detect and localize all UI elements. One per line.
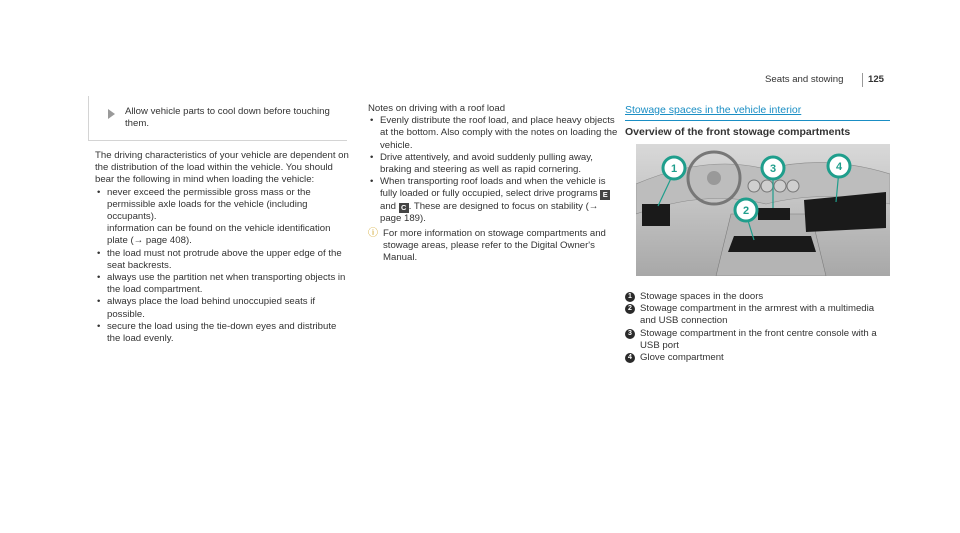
bullet-icon: • [97,320,101,332]
subtitle: Overview of the front stowage compartments [625,126,851,138]
legend-number: 2 [625,304,635,314]
callout-4-label: 4 [835,161,843,173]
list-item: • When transporting roof loads and when the vehicle is fully loaded or fully occupied, select drive programs E and C . These are designed to focus on stability (→ page 189). [368,176,620,225]
tip-text: Allow vehicle parts to cool down before touching them. [125,106,330,130]
list-item: • the load must not protrude above the upper edge of the seat backrests. [97,247,342,271]
legend-number: 1 [625,292,635,302]
bullet-icon: • [97,296,101,308]
intro-paragraph: The driving characteristics of your vehicle are dependent on the distribution of the load within the vehicle. You should bear the following in mind when loading the vehicle: [95,150,349,186]
tip-box [88,96,347,141]
list-item: • always use the partition net when transporting objects in the load compartment. [97,272,346,296]
column-2 [368,103,620,265]
drive-program-e-key: E [600,190,610,200]
bullet-icon: • [97,272,101,284]
legend-number: 4 [625,353,635,363]
page-number: 125 [868,74,885,85]
list-item: • always place the load behind unoccupied seats if possible. [97,296,316,320]
section-name: Seats and stowing [765,74,844,85]
info-icon: ⓘ [368,228,378,240]
bullet-icon: • [97,247,101,259]
section-title: Stowage spaces in the vehicle interior [625,104,802,116]
list-item-extra: information can be found on the vehicle identification plate (→ page 408). [107,223,331,247]
bullet-icon: • [370,176,374,188]
list-item: • Evenly distribute the roof load, and place heavy objects at the bottom. Also comply with the notes on loading the vehicle. [370,115,618,151]
legend-item: 1 Stowage spaces in the doors [625,291,890,303]
legend-item: 2 Stowage compartment in the armrest with a multimedia and USB connection [625,303,890,327]
column-3 [625,104,890,117]
callout-2-label: 2 [742,205,750,217]
bullet-icon: • [370,151,374,163]
list-item: • secure the load using the tie-down eyes and distribute the load evenly. [97,320,337,345]
legend [625,291,890,364]
legend-item: 3 Stowage compartment in the front centre console with a USB port [625,328,890,352]
interior-illustration [636,144,890,276]
list-item: • never exceed the permissible gross mass or the permissible axle loads for the vehicle (including occupants). information can be found on the vehicle identification plate (→ page 408). [95,187,350,248]
drive-program-c-key: C [399,203,409,213]
legend-number: 3 [625,329,635,339]
section-rule [625,120,890,121]
callout-1-label: 1 [670,163,678,175]
header-divider [862,73,863,87]
roof-load-heading: Notes on driving with a roof load [368,103,506,114]
info-note: ⓘ For more information on stowage compartments and stowage areas, please refer to the Digital Owner's Manual. [368,228,606,264]
legend-item: 4 Glove compartment [625,352,890,364]
triangle-icon [108,109,115,119]
column-1 [95,150,350,345]
list-item: • Drive attentively, and avoid suddenly pulling away, braking and steering as well as rapid cornering. [370,151,593,176]
bullet-icon: • [97,186,101,198]
callout-3-label: 3 [769,163,777,175]
running-header [765,74,843,85]
bullet-icon: • [370,115,374,127]
